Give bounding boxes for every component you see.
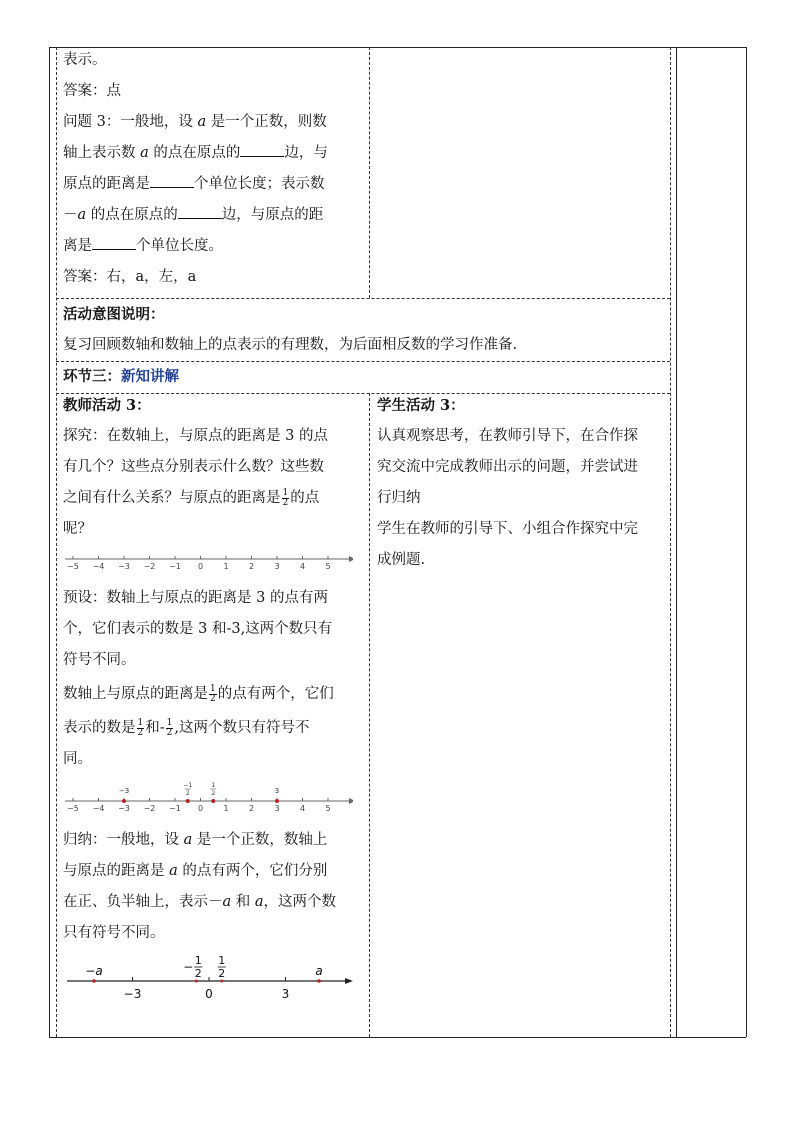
point-marker [92, 979, 96, 983]
text-line: 学生在教师的引导下、小组合作探究中完 [377, 521, 638, 537]
answer-blank [92, 235, 136, 250]
point-marker [211, 799, 215, 803]
text-line: 究交流中完成教师出示的问题，并尝试进 [377, 459, 638, 475]
text-line: 在正、负半轴上，表示－a 和 a，这两个数 [63, 894, 337, 910]
text-line: 成例题. [377, 552, 426, 568]
text-line: 认真观察思考，在教师引导下，在合作探 [377, 428, 638, 444]
mark-label-den: 2 [185, 790, 190, 797]
text-line: 行归纳 [377, 490, 421, 506]
tick-label: −2 [143, 562, 156, 571]
question-3-line2: 轴上表示数 a 的点在原点的 边，与 [63, 138, 363, 169]
fraction-den: 2 [218, 967, 226, 980]
tick-label: −3 [118, 804, 130, 813]
lesson-table [49, 47, 746, 1037]
mark-label: 3 [274, 787, 280, 795]
text-line: 归纳：一般地，设 a 是一个正数，数轴上 [63, 832, 328, 848]
text-line: 有几个？这些点分别表示什么数？这些数 [63, 459, 324, 475]
intent-cell [63, 299, 663, 361]
axis-arrow [349, 556, 353, 562]
tick-label: −1 [169, 562, 181, 571]
fraction: $\frac{1}{2}$ [166, 717, 173, 738]
number-line-3 [63, 955, 355, 1013]
question-3-line1: 问题 3：一般地，设 a 是一个正数，则数 [63, 114, 327, 130]
point-marker [122, 799, 126, 803]
tick-label: 0 [197, 562, 204, 571]
divider-bottom [369, 393, 370, 1037]
answer-blank [178, 204, 222, 219]
mark-label: −3 [118, 787, 130, 795]
tick-label: 2 [248, 804, 255, 813]
tick-label: 1 [223, 562, 229, 571]
inner-right-dash [670, 47, 671, 1037]
text-line: 呢？ [63, 521, 92, 537]
teacher-activity-cell [63, 390, 365, 1013]
answer-3: 答案：右，a，左，a [63, 269, 197, 285]
tick-label: −3 [118, 562, 130, 571]
axis-arrow [345, 978, 353, 984]
divider-top [369, 47, 370, 298]
number-line-2 [63, 779, 353, 823]
mark-label-num: 1 [211, 782, 216, 789]
text-line: 表示。 [63, 52, 107, 68]
tick-label: 4 [299, 562, 306, 571]
point-label: −a [85, 964, 103, 978]
table-border-col3 [676, 47, 677, 1037]
fraction-num: 1 [218, 955, 226, 967]
answer-blank [240, 142, 284, 157]
mark-label-den: 2 [211, 790, 216, 797]
point-marker [275, 799, 279, 803]
question-3-line4: －a 的点在原点的 边，与原点的距 [63, 200, 363, 231]
tick-label: 0 [197, 804, 204, 813]
fraction-den: 2 [194, 967, 202, 980]
tick-label: −1 [169, 804, 181, 813]
point-label: a [315, 964, 323, 978]
text-line: 个，它们表示的数是 3 和-3,这两个数只有 [63, 621, 333, 637]
text-line: 只有符号不同。 [63, 925, 165, 941]
tick-label: 5 [325, 562, 331, 571]
text-line: 数轴上与原点的距离是 $\frac{1}{2}$ 的点有两个，它们 [63, 683, 334, 704]
fraction-sign: − [183, 960, 194, 974]
text-line: 表示的数是 $\frac{1}{2}$ 和- $\frac{1}{2}$ ,这两个数只有符号不 [63, 717, 310, 738]
intent-heading: 活动意图说明： [63, 306, 165, 323]
text-line: 探究：在数轴上，与原点的距离是 3 的点 [63, 428, 328, 444]
tick-label: 5 [325, 804, 331, 813]
mark-label-num: −1 [183, 782, 193, 789]
question-3-line5: 离是 个单位长度。 [63, 231, 363, 262]
review-question-cell [63, 45, 363, 293]
point-marker [317, 979, 321, 983]
tick-label: −4 [92, 562, 105, 571]
tick-label: 0 [205, 987, 213, 1001]
number-line-1 [63, 549, 353, 583]
tick-label: −5 [67, 804, 79, 813]
tick-label: 1 [223, 804, 229, 813]
section-3-cell [63, 361, 663, 392]
tick-label: 3 [281, 987, 290, 1001]
table-border-left [49, 47, 50, 1037]
point-marker [186, 799, 190, 803]
tick-label: −2 [143, 804, 156, 813]
fraction: $\frac{1}{2}$ [137, 717, 144, 738]
tick-label: 4 [299, 804, 306, 813]
tick-label: 3 [274, 562, 280, 571]
text-line: 同。 [63, 751, 92, 767]
text-line: 之间有什么关系？与原点的距离是 $\frac{1}{2}$ 的点 [63, 487, 320, 508]
intent-text: 复习回顾数轴和数轴上的点表示的有理数，为后面相反数的学习作准备. [63, 337, 518, 353]
tick-label: −4 [92, 804, 105, 813]
question-3-line3: 原点的距离是 个单位长度；表示数 [63, 169, 363, 200]
tick-label: 2 [248, 562, 255, 571]
fraction-num: 1 [194, 955, 202, 967]
teacher-heading: 教师活动 3： [63, 397, 151, 414]
section-label: 环节三： [63, 368, 121, 385]
section-title: 新知讲解 [121, 368, 179, 385]
text-line: 与原点的距离是 a 的点有两个，它们分别 [63, 863, 328, 879]
student-activity-cell [377, 390, 667, 576]
tick-label: −3 [123, 987, 142, 1001]
inner-left-dash [56, 47, 57, 1037]
axis-arrow [349, 798, 353, 804]
tick-label: 3 [274, 804, 280, 813]
answer-blank [150, 173, 194, 188]
tick-label: −5 [67, 562, 79, 571]
fraction: $\frac{1}{2}$ [210, 683, 216, 704]
student-heading: 学生活动 3： [377, 397, 465, 414]
text-line: 符号不同。 [63, 652, 136, 668]
table-border-right [746, 47, 747, 1037]
fraction: $\frac{1}{2}$ [282, 487, 289, 508]
text-line: 预设：数轴上与原点的距离是 3 的点有两 [63, 590, 328, 606]
table-border-bottom [49, 1037, 746, 1038]
answer-1: 答案：点 [63, 83, 121, 99]
